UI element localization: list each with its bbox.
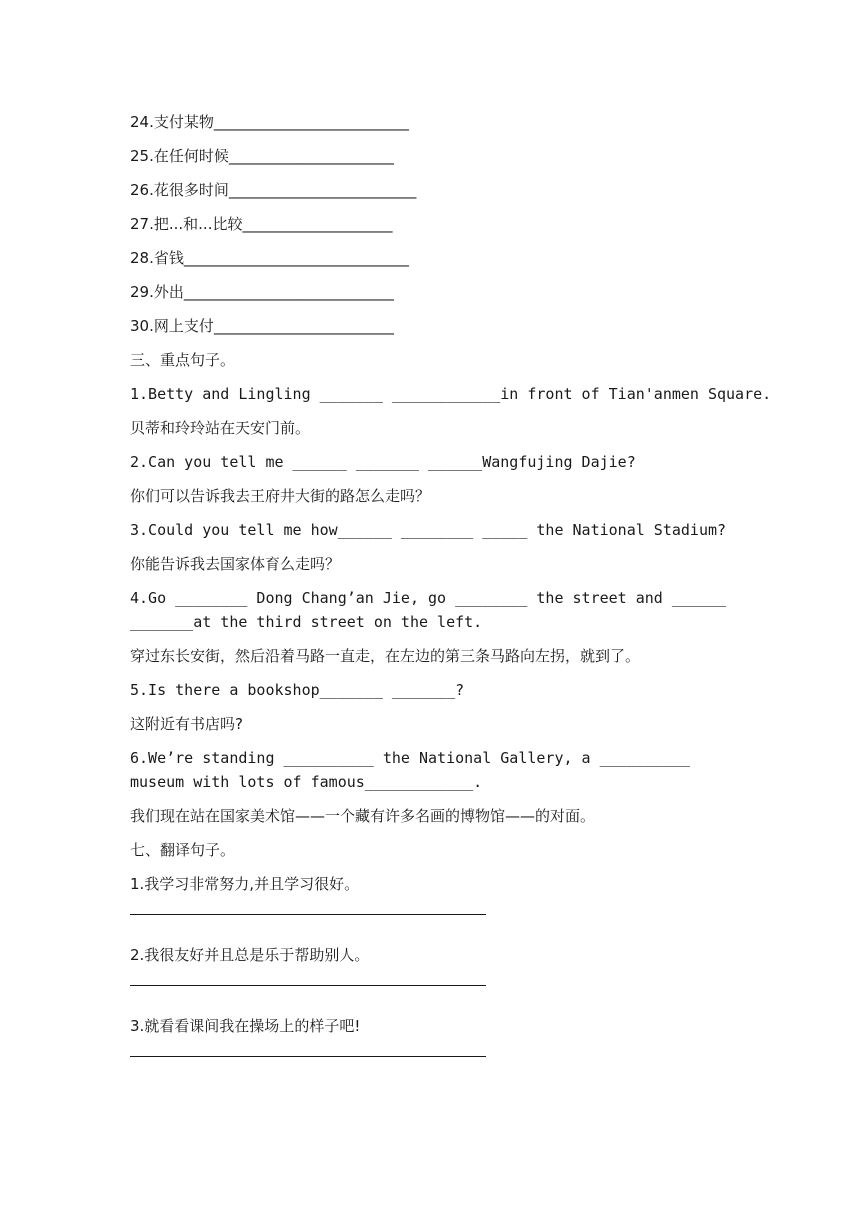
answer-line-1[interactable] bbox=[130, 914, 486, 915]
translate-prompt-2: 2.我很友好并且总是乐于帮助别人。 bbox=[130, 946, 370, 964]
sentence-4-zh: 穿过东长安街，然后沿着马路一直走，在左边的第三条马路向左拐，就到了。 bbox=[130, 647, 641, 665]
translate-prompt-1: 1.我学习非常努力,并且学习很好。 bbox=[130, 875, 360, 893]
vocab-item-25: 25.在任何时候______________________ bbox=[130, 147, 394, 165]
sentence-1-zh: 贝蒂和玲玲站在天安门前。 bbox=[130, 419, 311, 437]
section-heading-translate: 七、翻译句子。 bbox=[130, 841, 236, 859]
vocab-item-29: 29.外出____________________________ bbox=[130, 283, 394, 301]
sentence-3-zh: 你能告诉我去国家体育么走吗？ bbox=[130, 555, 341, 573]
translate-prompt-3: 3.就看看课间我在操场上的样子吧! bbox=[130, 1017, 361, 1035]
sentence-2-zh: 你们可以告诉我去王府井大街的路怎么走吗？ bbox=[130, 487, 431, 505]
sentence-4-en: 4.Go ________ Dong Chang’an Jie, go ________ the street and ______ _______at the third street on the left. bbox=[130, 589, 727, 631]
vocab-item-24: 24.支付某物__________________________ bbox=[130, 113, 409, 131]
vocab-item-30: 30.网上支付________________________ bbox=[130, 317, 394, 335]
section-heading-key-sentences: 三、重点句子。 bbox=[130, 351, 236, 369]
answer-line-3[interactable] bbox=[130, 1056, 486, 1057]
vocab-item-27: 27.把...和...比较____________________ bbox=[130, 215, 393, 233]
sentence-6-en: 6.We’re standing __________ the National Gallery, a __________ museum with lots of famous____________. bbox=[130, 749, 690, 791]
answer-line-2[interactable] bbox=[130, 985, 486, 986]
sentence-1-en: 1.Betty and Lingling _______ ____________in front of Tian'anmen Square. bbox=[130, 385, 772, 403]
sentence-5-en: 5.Is there a bookshop_______ _______? bbox=[130, 681, 465, 699]
vocab-item-26: 26.花很多时间_________________________ bbox=[130, 181, 417, 199]
sentence-6-zh: 我们现在站在国家美术馆——一个藏有许多名画的博物馆——的对面。 bbox=[130, 807, 596, 825]
sentence-3-en: 3.Could you tell me how______ ________ _____ the National Stadium? bbox=[130, 521, 727, 539]
sentence-5-zh: 这附近有书店吗? bbox=[130, 715, 243, 733]
sentence-2-en: 2.Can you tell me ______ _______ ______Wangfujing Dajie? bbox=[130, 453, 636, 471]
worksheet bbox=[130, 110, 772, 1085]
vocab-item-28: 28.省钱______________________________ bbox=[130, 249, 409, 267]
